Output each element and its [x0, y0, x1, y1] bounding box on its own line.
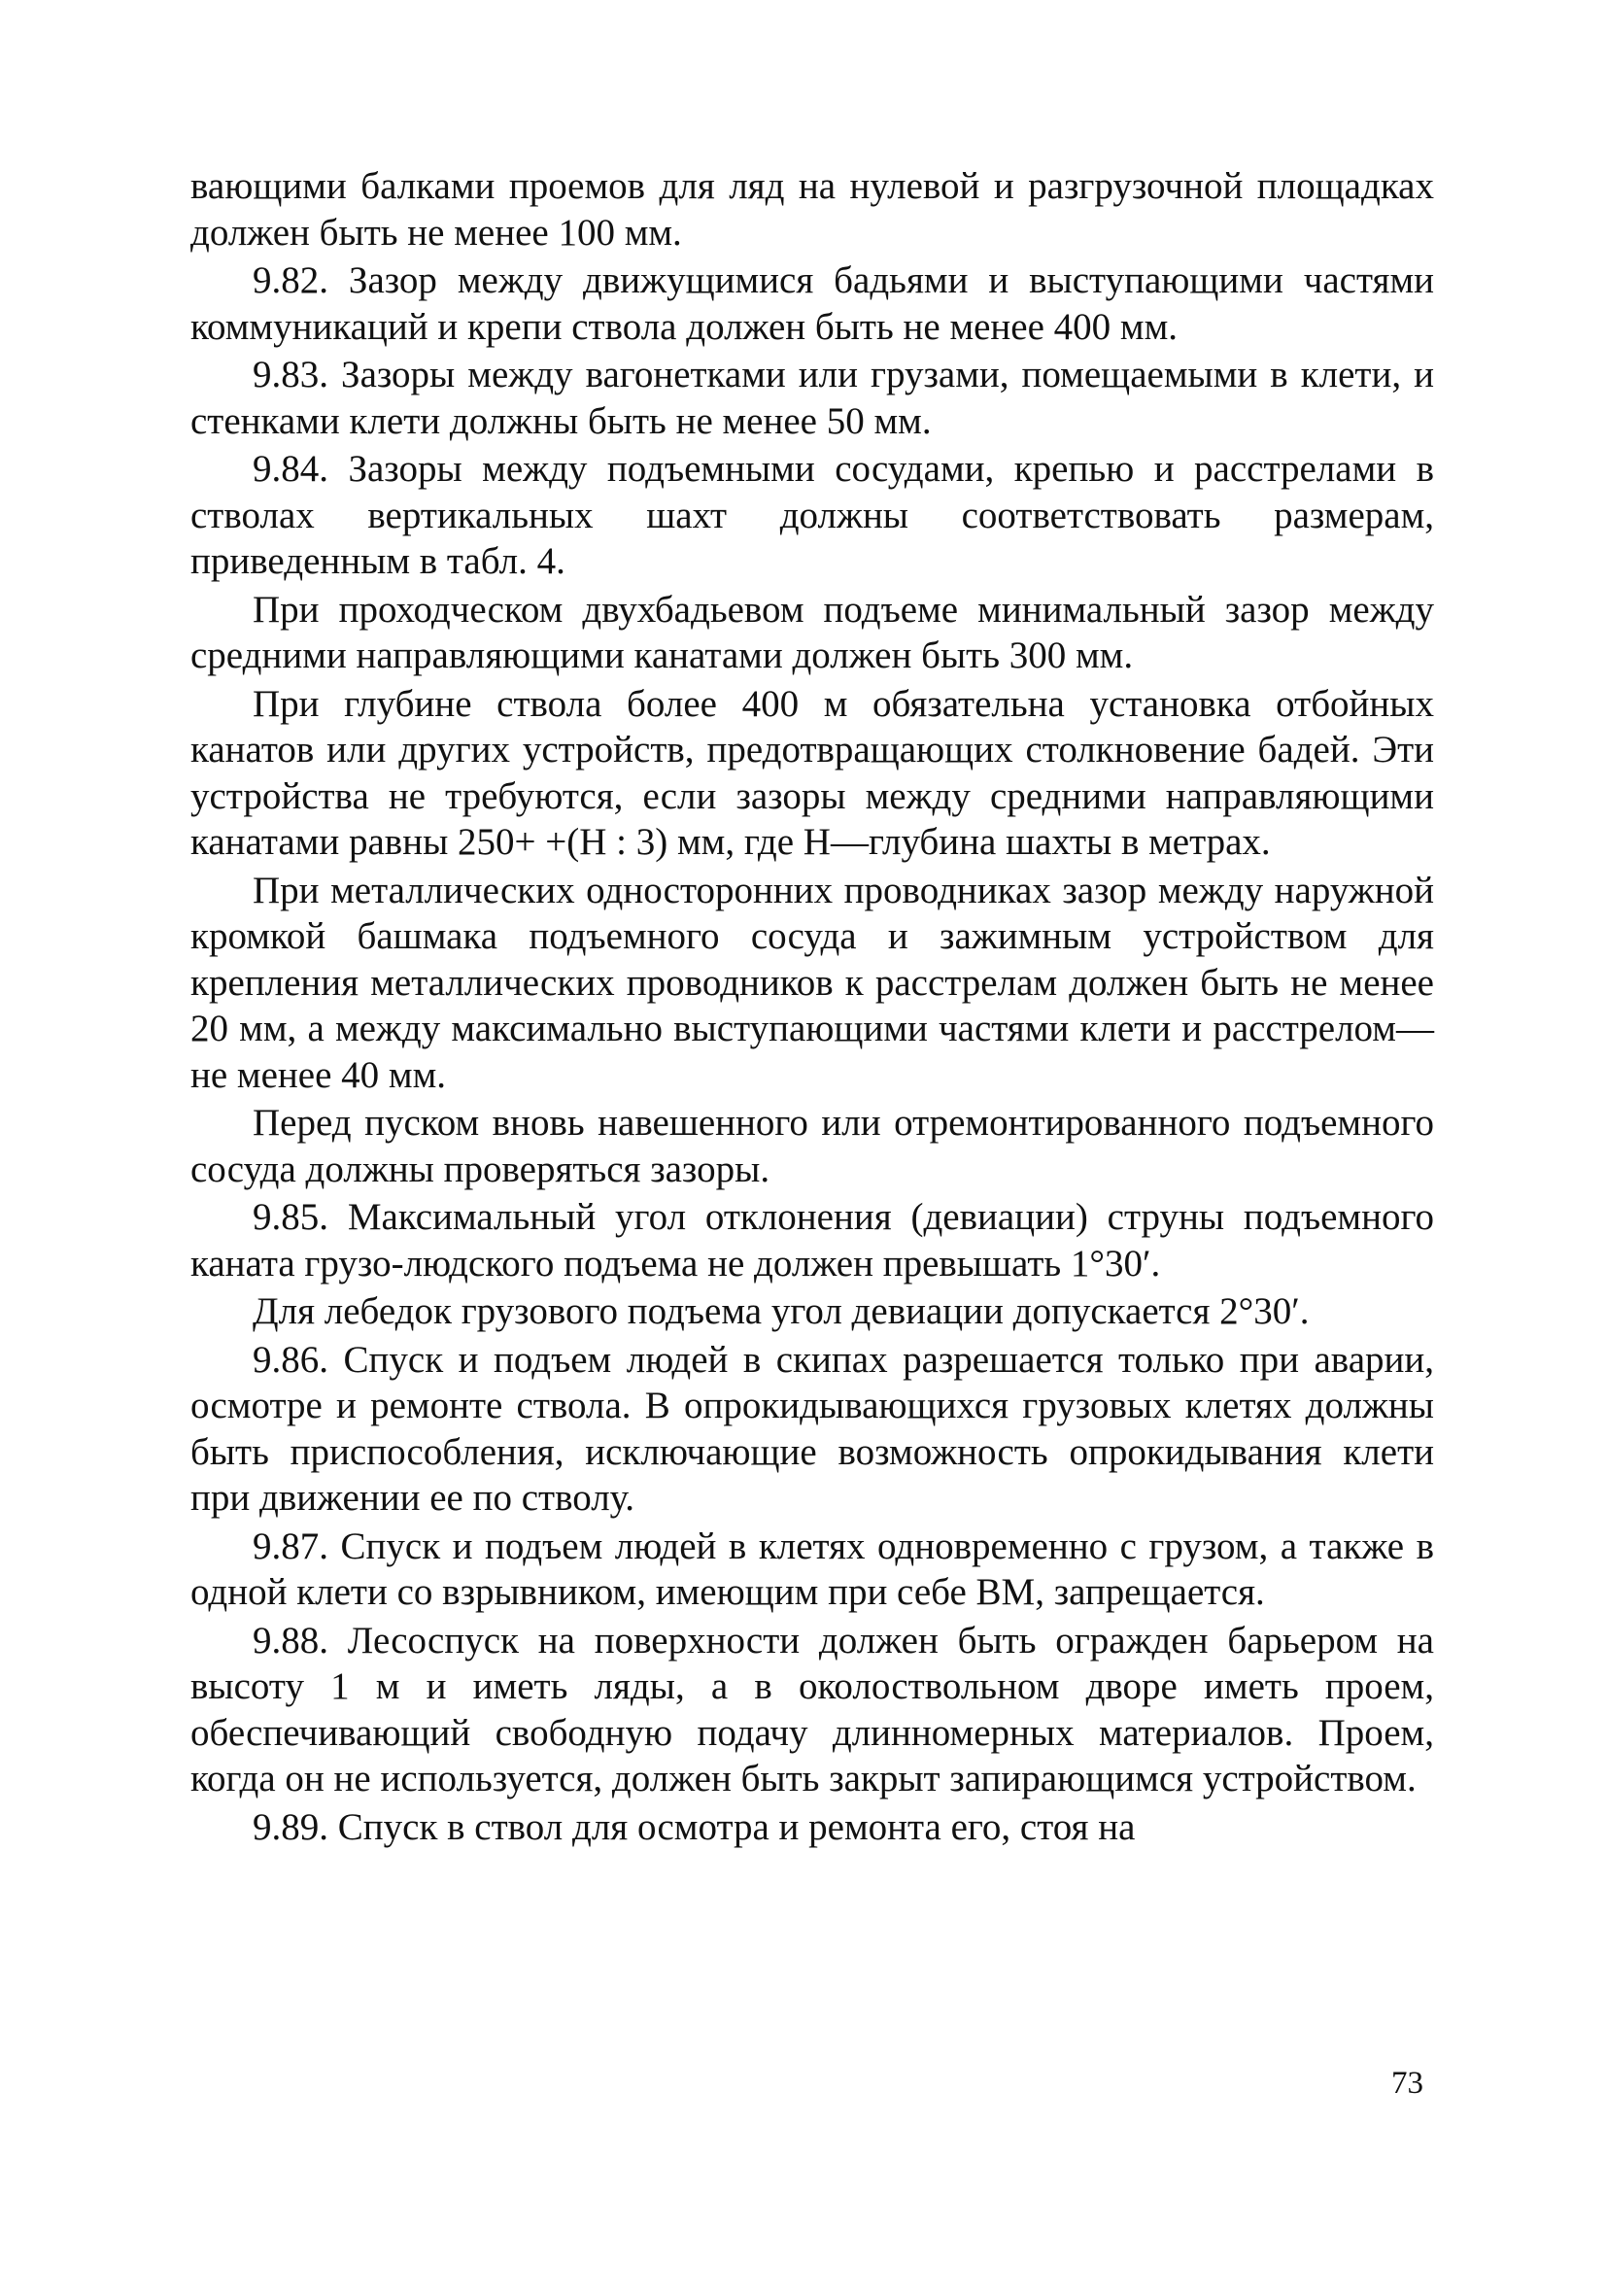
- paragraph-9-83: 9.83. Зазоры между вагонетками или грузами, помещаемыми в клети, и стенками клети должны быть не менее 50 мм.: [190, 354, 1434, 442]
- page-number: 73: [1391, 2066, 1423, 2101]
- paragraph-continuation: вающими балками проемов для ляд на нулевой и разгрузочной площадках должен быть не менее 100 мм.: [190, 165, 1434, 254]
- paragraph-9-84: 9.84. Зазоры между подъемными сосудами, крепью и расстрелами в стволах вертикальных шахт должны соответствовать размерам, приведенным в табл. 4.: [190, 448, 1434, 582]
- paragraph-9-85: 9.85. Максимальный угол отклонения (девиации) струны подъемного каната грузо-людского подъема не должен превышать 1°30′.: [190, 1196, 1434, 1285]
- paragraph-9-87: 9.87. Спуск и подъем людей в клетях одновременно с грузом, а также в одной клети со взрывником, имеющим при себе ВМ, запрещается.: [190, 1525, 1434, 1613]
- body-text: [190, 163, 1434, 1852]
- paragraph-9-88: 9.88. Лесоспуск на поверхности должен быть огражден барьером на высоту 1 м и иметь ляды, а в околоствольном дворе иметь проем, обеспечивающий свободную подачу длинномерных материалов. Проем, когда он не используется, должен быть закрыт запирающимся устройством.: [190, 1619, 1434, 1799]
- paragraph-shaft-depth: При глубине ствола более 400 м обязательна установка отбойных канатов или других устройств, предотвращающих столкновение бадей. Эти устройства не требуются, если зазоры между средними направляющими канатами равны 250+ +(Н : 3) мм, где Н—глубина шахты в метрах.: [190, 682, 1434, 863]
- paragraph-9-82: 9.82. Зазор между движущимися бадьями и выступающими частями коммуникаций и крепи ствола должен быть не менее 400 мм.: [190, 259, 1434, 348]
- paragraph-clearance-check: Перед пуском вновь навешенного или отремонтированного подъемного сосуда должны проверяться зазоры.: [190, 1102, 1434, 1190]
- paragraph-metal-guides: При металлических односторонних проводниках зазор между наружной кромкой башмака подъемного сосуда и зажимным устройством для крепления металлических проводников к расстрелам должен быть не менее 20 мм, а между максимально выступающими частями клети и расстрелом—не менее 40 мм.: [190, 869, 1434, 1096]
- paragraph-9-89: 9.89. Спуск в ствол для осмотра и ремонта его, стоя на: [253, 1805, 1136, 1848]
- paragraph-9-86: 9.86. Спуск и подъем людей в скипах разрешается только при аварии, осмотре и ремонте ствола. В опрокидывающихся грузовых клетях должны быть приспособления, исключающие возможность опрокидывания клети при движении ее по стволу.: [190, 1338, 1434, 1519]
- paragraph-winch-deviation: Для лебедок грузового подъема угол девиации допускается 2°30′.: [253, 1290, 1310, 1332]
- paragraph-two-bucket-hoist: При проходческом двухбадьевом подъеме минимальный зазор между средними направляющими канатами должен быть 300 мм.: [190, 588, 1434, 676]
